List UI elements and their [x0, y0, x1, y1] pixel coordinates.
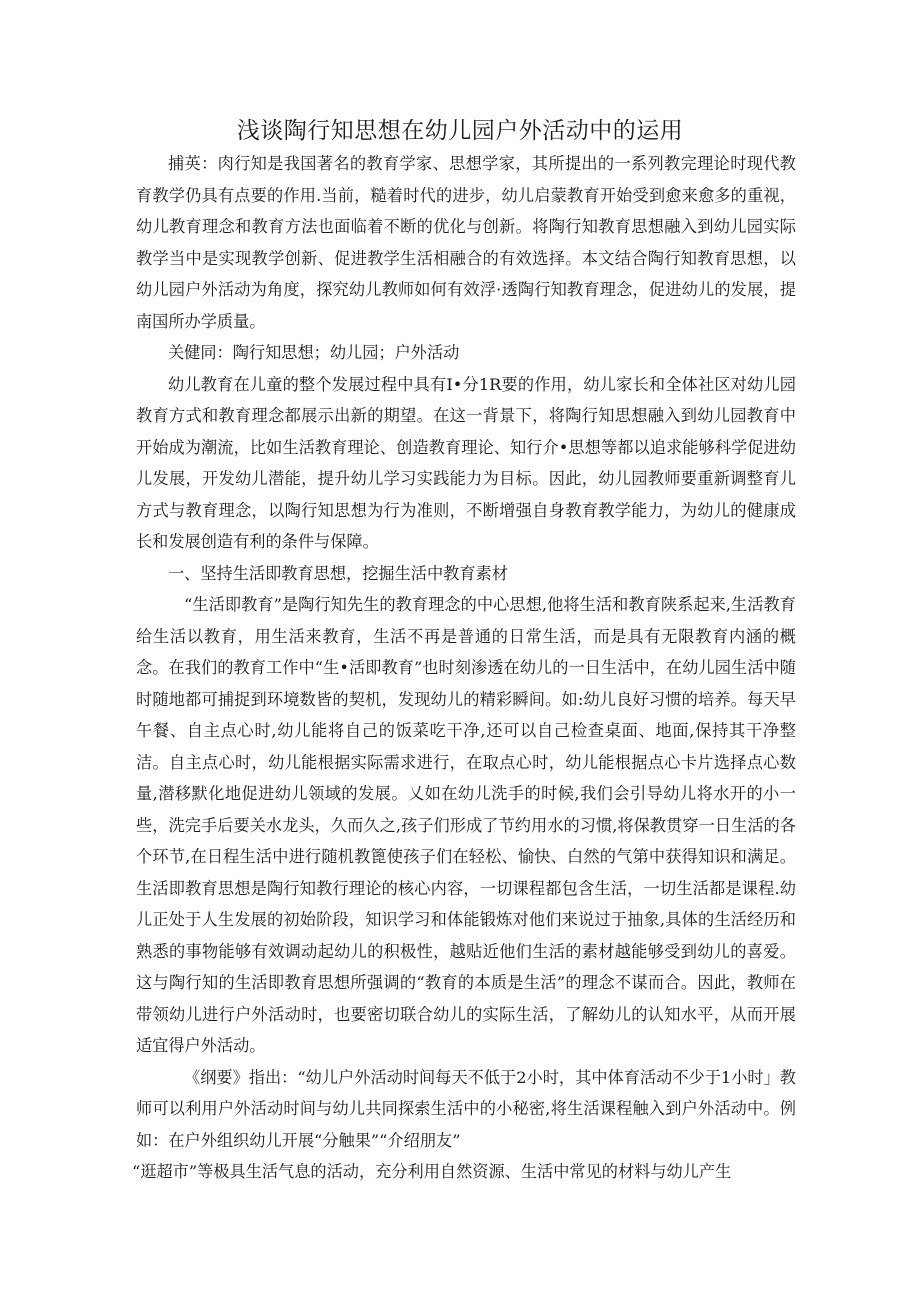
document-body	[132, 148, 796, 1188]
abstract-paragraph: 捕英：肉行知是我国著名的教育学家、思想学家，其所提出的一系列教完理论时现代教育教学仍具有点要的作用.当前，糙着时代的进步，幼儿启蒙教育开始受到愈来愈多的重视，幼儿教育理念和教育方法也面临着不断的优化与创新。将陶行知教育思想融入到幼儿园实际教学当中是实现教学创新、促进教学生活相融合的有效选择。本文结合陶行知教育思想，以幼儿园户外活动为角度，探究幼儿教师如何有效浮·透陶行知教育理念，促进幼儿的发展，提南国所办学质量。	[136, 154, 796, 331]
document-title: 浅谈陶行知思想在幼儿园户外活动中的运用	[236, 118, 684, 144]
body-paragraph: “生活即教育”是陶行知先生的教育理念的中心思想,他将生活和教育陕系起来,生活教育给生活以教育，用生活来教育，生活不再是普通的日常生活，而是具有无限教育内涵的概念。在我们的教育工作中“生•活即教育”也时刻渗透在幼儿的一日生活中，在幼儿园生活中随时随地都可捕捉到环境数皆的契机，发现幼儿的精彩瞬间。如:幼儿良好习惯的培养。每天早午餐、自主点心时,幼儿能将自己的饭菜吃干净,还可以自己检查桌面、地面,保持其干净整洁。自主点心时，幼儿能根据实际需求进行，在取点心时，幼儿能根据点心卡片选择点心数量,潜移默化地促进幼儿领域的发展。乂如在幼儿洗手的时候,我们会引导幼儿将水开的小一些，洗完手后要关水龙头，久而久之,孩子们形成了节约用水的习惯,将保教贯穿一日生活的各个环节,在日程生活中进行随机教篦使孩子们在轻松、愉快、白然的气第中获得知识和满足。生活即教育思想是陶行知教行理论的核心内容，一切课程都包含生活，一切生活都是课程.幼儿正处于人生发展的初始阶段，知识学习和体能锻炼对他们来说过于抽象,具体的生活经历和熟悉的事物能够有效调动起幼儿的积极性，越贴近他们生活的素材越能够受到幼儿的喜爱。这与陶行知的生活即教育思想所强调的“教育的本质是生活”的理念不谋而合。因此，教师在带领幼儿进行户外活动时，也要密切联合幼儿的实际生活，了解幼儿的认知水平，从而开展适宜得户外活动。	[136, 595, 796, 1055]
keywords-paragraph: 关健同：陶行知思想；幼儿园；户外活动	[168, 343, 460, 362]
section-heading: 一、坚持生活即教育思想，挖掘生活中教育素材	[168, 563, 508, 583]
intro-paragraph: 幼儿教育在儿童的整个发展过程中具有I•分1R要的作用，幼儿家长和全体社区对幼儿园教育方式和教育理念都展示出新的期望。在这一背景下，将陶行知思想融入到幼儿园教育中开始成为潮流，比如生活教育理论、创造教育理论、知行介•思想等都以追求能够科学促进幼儿发展，开发幼儿潜能，提升幼儿学习实践能力为目标。因此，幼儿园教师要重新调整育儿方式与教育理念，以陶行知思想为行为准则，不断增强自身教育教学能力，为幼儿的健康成长和发展创造有利的条件与保障。	[136, 374, 796, 551]
body-paragraph: 《纲要》指出：“幼儿户外活动时间每天不低于2小时，其中体育活动不少于1小时」教师可以利用户外活动时间与幼儿共同探索生活中的小秘密,将生活课程触入到户外活动中。例如：在户外组织幼儿开展“分触果”“介绍朋友”	[136, 1067, 796, 1150]
body-paragraph: “逛超市”等极具生活气息的活动，充分利用自然资源、生活中常见的材料与幼儿产生	[132, 1162, 732, 1181]
